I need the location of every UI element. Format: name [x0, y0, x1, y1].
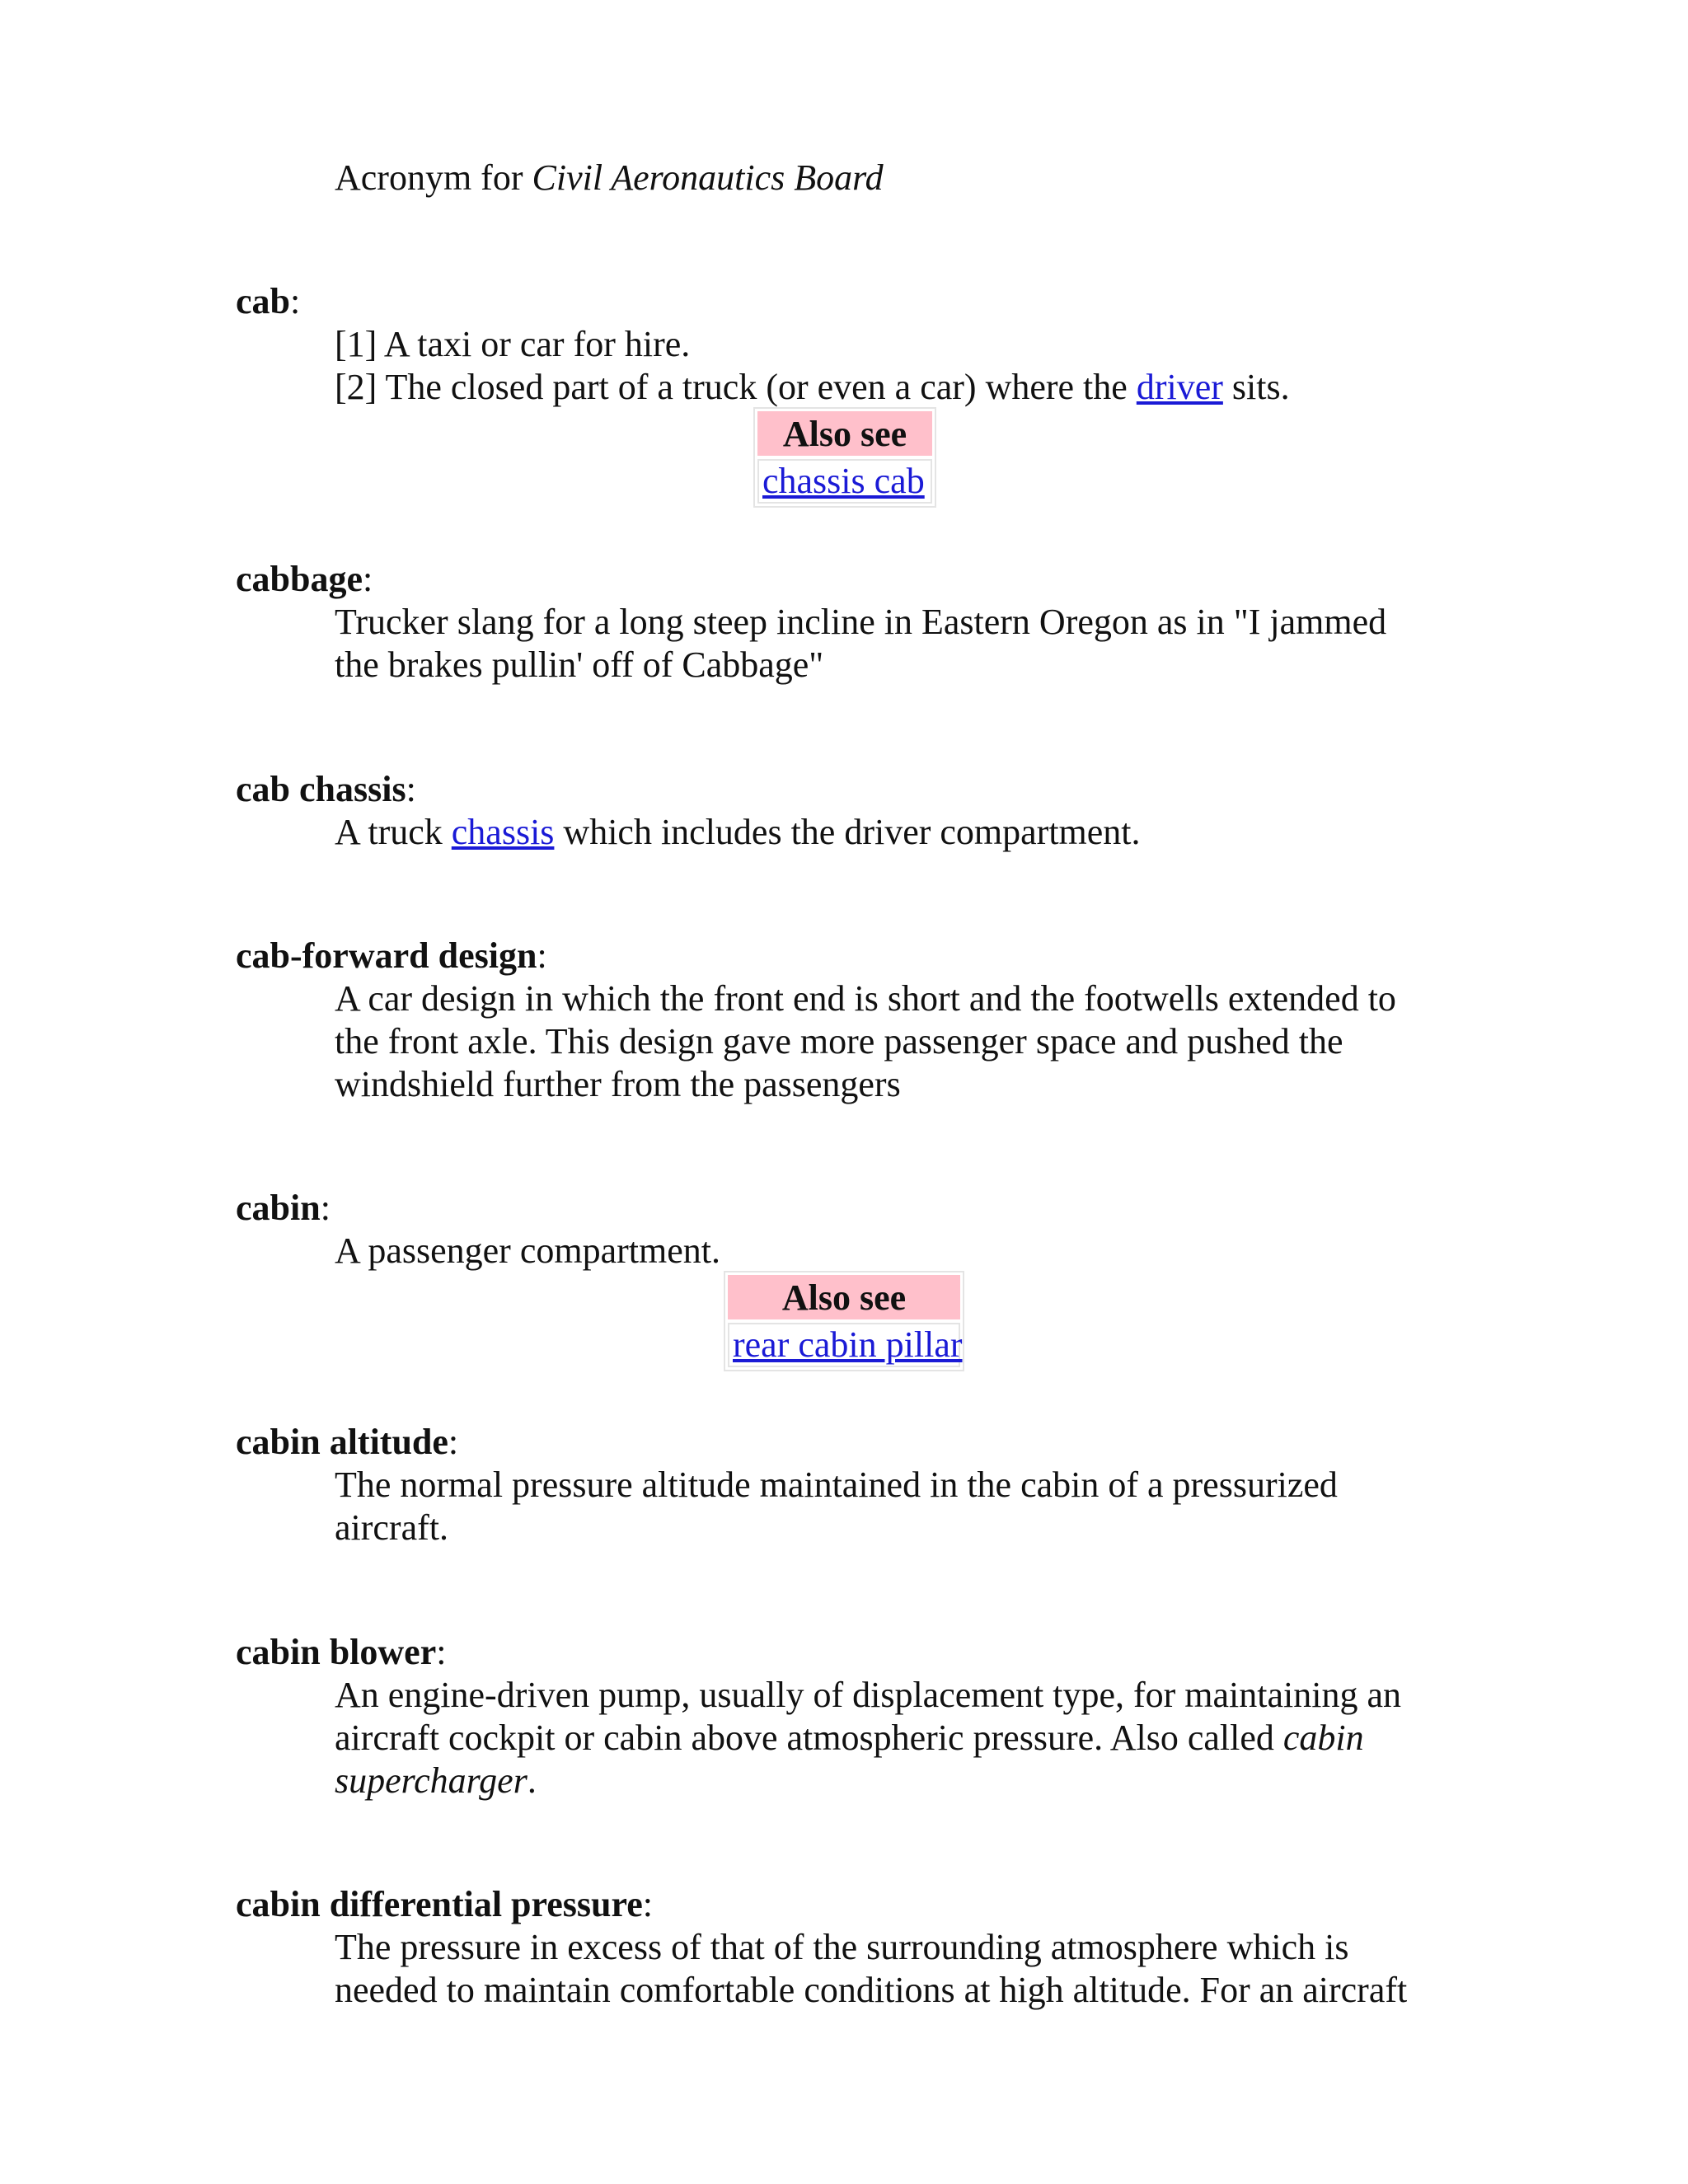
term-colon: : — [406, 769, 416, 809]
definition-text: aircraft cockpit or cabin above atmospheric pressure. Also called — [335, 1718, 1283, 1758]
definition-line: The normal pressure altitude maintained in the cabin of a pressurized — [335, 1465, 1338, 1505]
definition-text: which includes the driver compartment. — [554, 812, 1141, 852]
term-label: cabin differential pressure — [236, 1884, 643, 1924]
also-see-header: Also see — [728, 1275, 960, 1319]
also-see-cell — [728, 1323, 963, 1367]
term-label: cabin — [236, 1188, 321, 1228]
also-see-header: Also see — [757, 411, 932, 456]
definition-line — [335, 1760, 1456, 1802]
acronym-name: Civil Aeronautics Board — [532, 157, 884, 198]
term-label: cabbage — [236, 559, 363, 599]
entry-definition-cab-chassis — [335, 811, 1456, 854]
definition-italic: supercharger — [335, 1760, 528, 1801]
definition-line — [335, 366, 1456, 409]
entry-term-cab-forward-design — [236, 935, 547, 977]
link-chassis-cab[interactable]: chassis cab — [762, 461, 925, 501]
term-colon: : — [642, 1884, 654, 1924]
definition-line: The pressure in excess of that of the surrounding atmosphere which is — [335, 1927, 1349, 1967]
definition-line: A car design in which the front end is short and the footwells extended to — [335, 978, 1396, 1019]
link-chassis[interactable]: chassis — [451, 812, 555, 852]
also-see-cell — [757, 459, 932, 504]
also-see-box-cabin — [724, 1271, 964, 1371]
entry-definition-cabin-differential-pressure — [335, 1926, 1456, 2012]
term-colon: : — [436, 1632, 447, 1672]
entry-definition-cabin — [335, 1230, 1456, 1272]
definition-line: aircraft. — [335, 1507, 448, 1548]
definition-line: needed to maintain comfortable conditions at high altitude. For an aircraft — [335, 1970, 1408, 2010]
definition-line: windshield further from the passengers — [335, 1064, 901, 1104]
definition-text: . — [527, 1760, 537, 1801]
term-colon: : — [363, 559, 373, 599]
definition-line: Trucker slang for a long steep incline in Eastern Oregon as in "I jammed — [335, 602, 1387, 642]
term-colon: : — [448, 1422, 459, 1462]
term-colon: : — [290, 281, 301, 321]
entry-term-cabin-differential-pressure — [236, 1883, 653, 1926]
acronym-prefix: Acronym for — [335, 157, 532, 198]
definition-line: the front axle. This design gave more passenger space and pushed the — [335, 1021, 1343, 1062]
definition-text: sits. — [1222, 367, 1290, 407]
link-rear-cabin-pillar[interactable]: rear cabin pillar — [733, 1324, 963, 1365]
term-colon: : — [537, 935, 547, 976]
entry-term-cab-chassis — [236, 768, 416, 811]
definition-line: An engine-driven pump, usually of displacement type, for maintaining an — [335, 1675, 1402, 1715]
entry-term-cab — [236, 280, 300, 323]
term-label: cab chassis — [236, 769, 406, 809]
link-driver[interactable]: driver — [1136, 367, 1223, 407]
entry-definition-cabin-blower — [335, 1674, 1456, 1802]
definition-line: [1] A taxi or car for hire. — [335, 324, 691, 364]
acronym-definition — [335, 157, 1456, 199]
definition-line: A passenger compartment. — [335, 1230, 720, 1271]
entry-term-cabin-blower — [236, 1631, 446, 1674]
entry-term-cabbage — [236, 558, 373, 601]
term-label: cabin blower — [236, 1632, 437, 1672]
entry-term-cabin-altitude — [236, 1421, 458, 1464]
definition-italic: cabin — [1282, 1718, 1364, 1758]
entry-definition-cab-forward-design — [335, 977, 1456, 1106]
term-label: cab — [236, 281, 290, 321]
definition-line — [335, 1717, 1456, 1760]
term-colon: : — [320, 1188, 331, 1228]
also-see-box-cab — [753, 407, 936, 508]
entry-definition-cabbage — [335, 601, 1456, 687]
definition-text: A truck — [335, 812, 452, 852]
term-label: cab-forward design — [236, 935, 537, 976]
entry-definition-cabin-altitude — [335, 1464, 1456, 1549]
definition-line: the brakes pullin' off of Cabbage" — [335, 644, 824, 685]
entry-term-cabin — [236, 1187, 331, 1230]
entry-definition-cab — [335, 323, 1456, 409]
definition-text: [2] The closed part of a truck (or even a car) where the — [335, 367, 1137, 407]
definition-line — [335, 811, 1456, 854]
term-label: cabin altitude — [236, 1422, 448, 1462]
